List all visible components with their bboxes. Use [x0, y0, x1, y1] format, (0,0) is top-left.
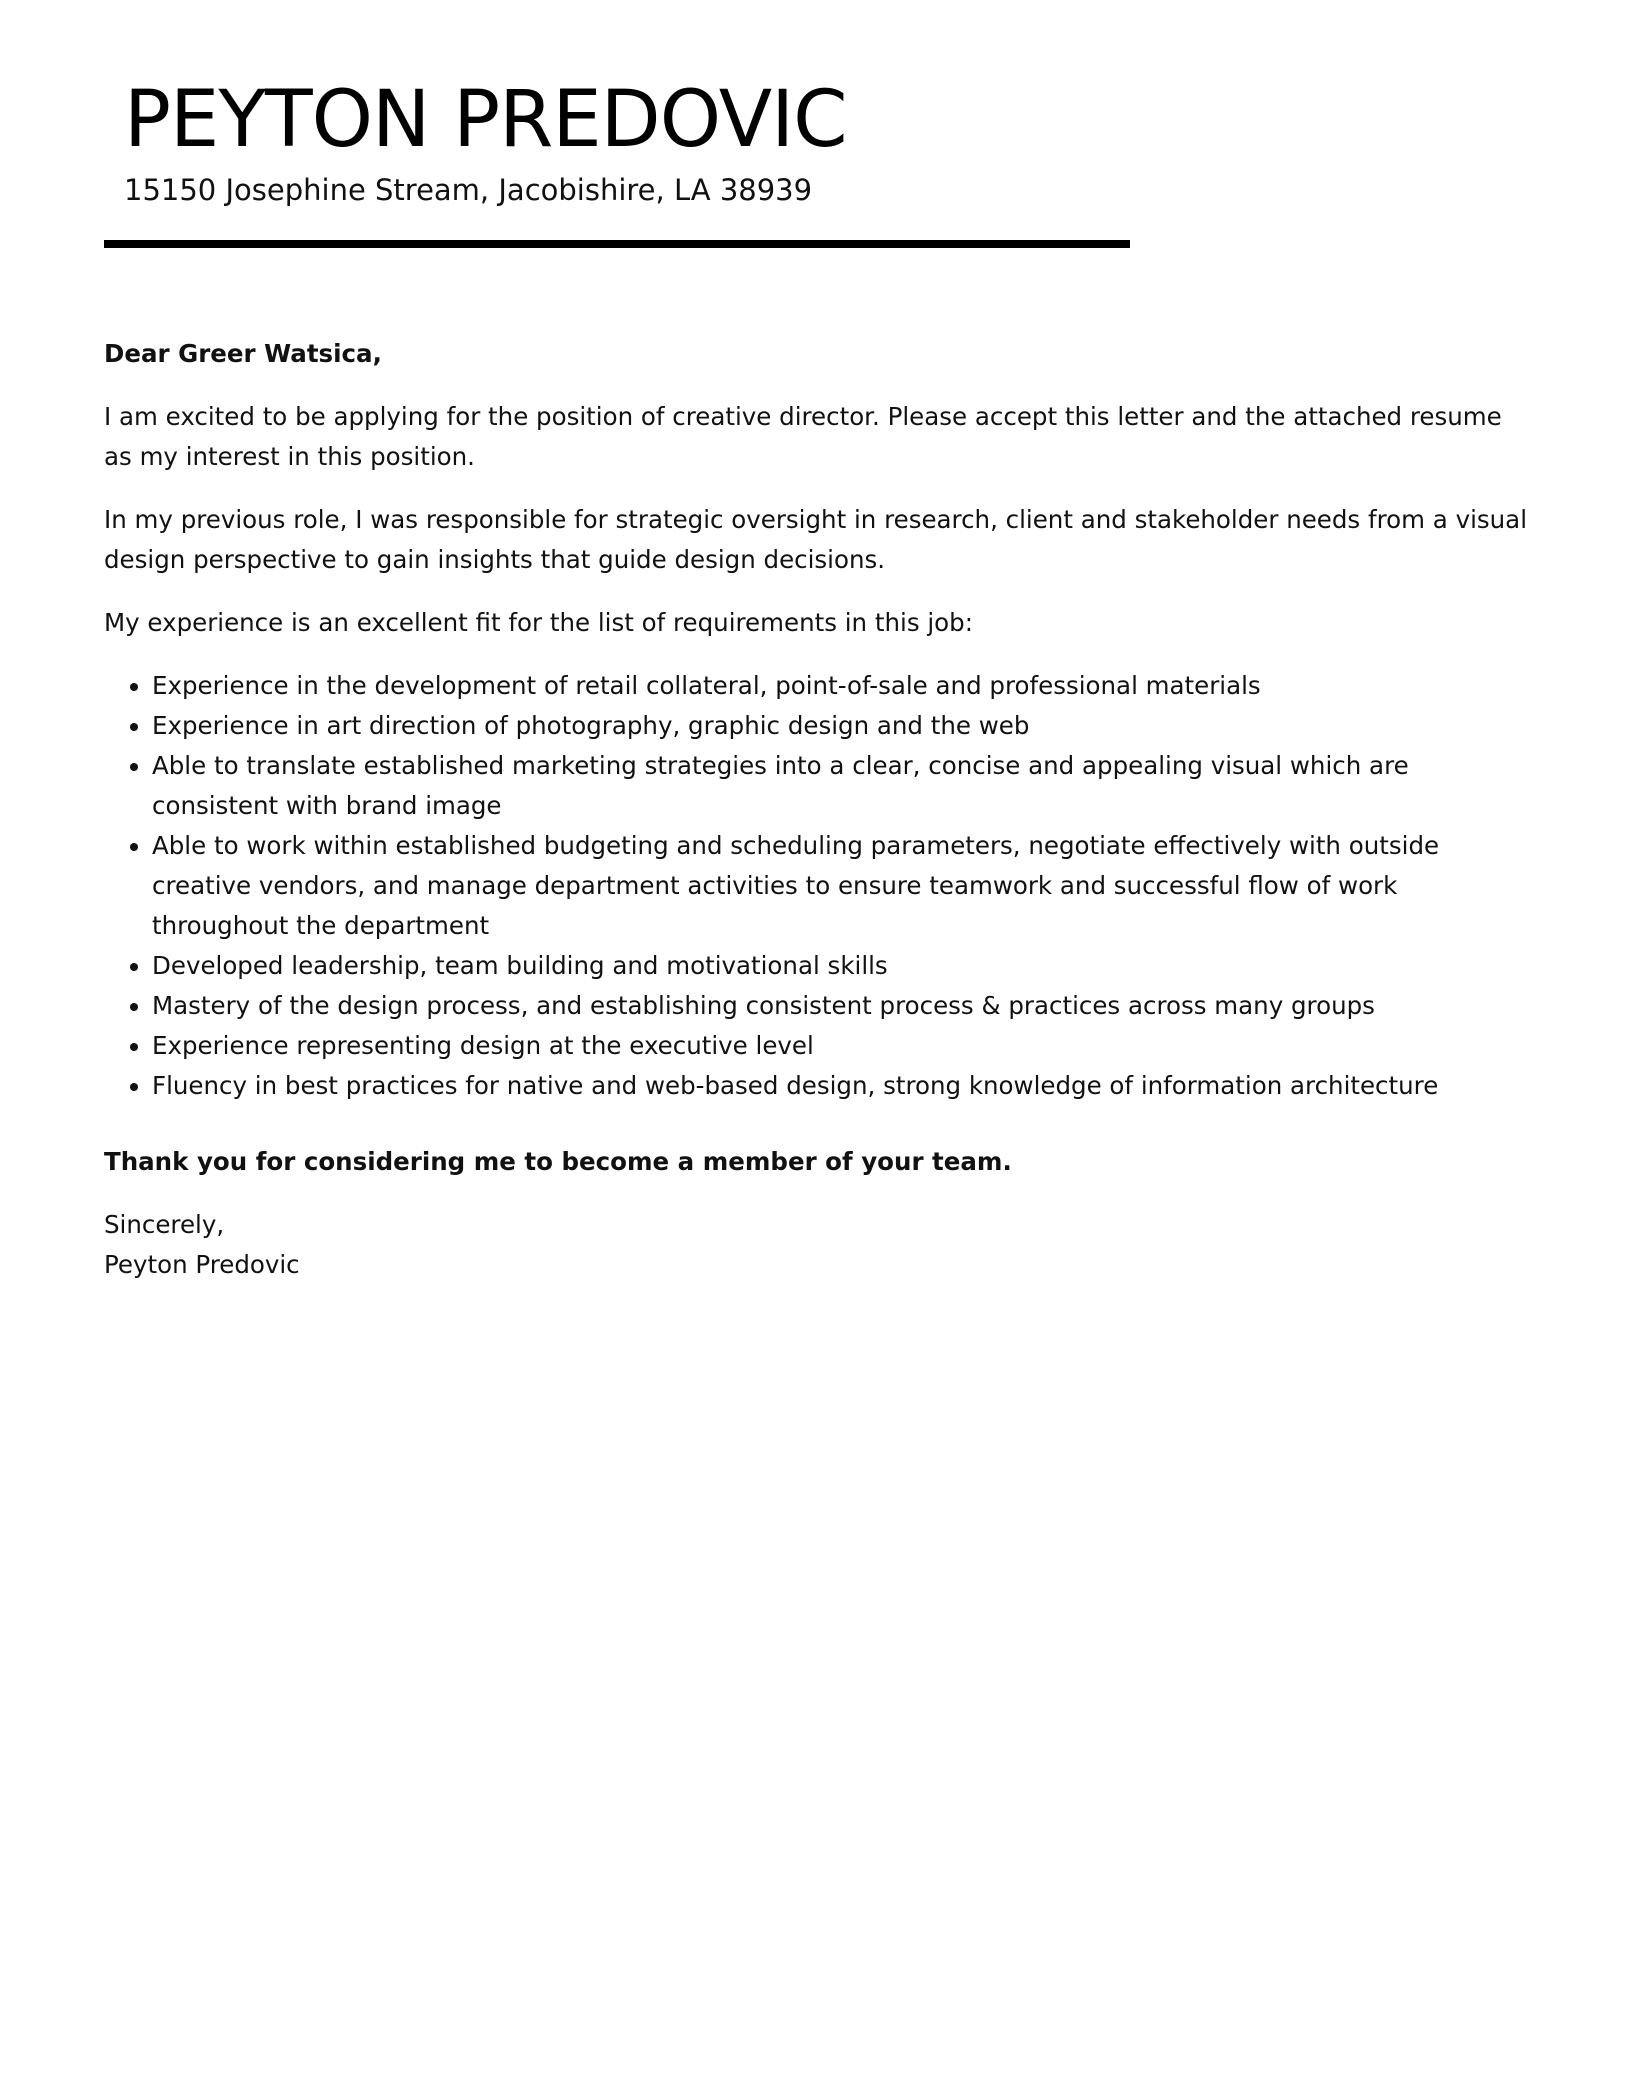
list-item: • Experience in the development of retail collateral, point-of-sale and professional materials [152, 666, 1534, 706]
applicant-name: PEYTON PREDOVIC [124, 75, 847, 165]
requirements-list [104, 666, 1534, 1106]
list-item: • Fluency in best practices for native and web-based design, strong knowledge of information architecture [152, 1066, 1534, 1106]
list-item: • Experience in art direction of photography, graphic design and the web [152, 706, 1534, 746]
list-item: • Able to translate established marketing strategies into a clear, concise and appealing visual which are consistent with brand image [152, 746, 1534, 826]
list-item: • Experience representing design at the executive level [152, 1026, 1534, 1066]
letter-body [104, 334, 1534, 1285]
signoff: Sincerely, [104, 1210, 225, 1239]
salutation: Dear Greer Watsica, [104, 339, 382, 368]
closing-statement: Thank you for considering me to become a member of your team. [104, 1147, 1012, 1176]
paragraph-previous-role: In my previous role, I was responsible for strategic oversight in research, client and stakeholder needs from a visual design perspective to gain insights that guide design decisions. [104, 505, 1527, 574]
list-item: • Developed leadership, team building and motivational skills [152, 946, 1534, 986]
applicant-address: 15150 Josephine Stream, Jacobishire, LA 38939 [124, 173, 813, 207]
header-divider [104, 240, 1130, 248]
paragraph-requirements-intro: My experience is an excellent fit for the list of requirements in this job: [104, 608, 973, 637]
list-item: • Able to work within established budgeting and scheduling parameters, negotiate effectively with outside creative vendors, and manage department activities to ensure teamwork and successful flow of work throughout the department [152, 826, 1534, 946]
signature-name: Peyton Predovic [104, 1250, 300, 1279]
list-item: • Mastery of the design process, and establishing consistent process & practices across many groups [152, 986, 1534, 1026]
paragraph-intro: I am excited to be applying for the position of creative director. Please accept this letter and the attached resume as my interest in this position. [104, 402, 1502, 471]
